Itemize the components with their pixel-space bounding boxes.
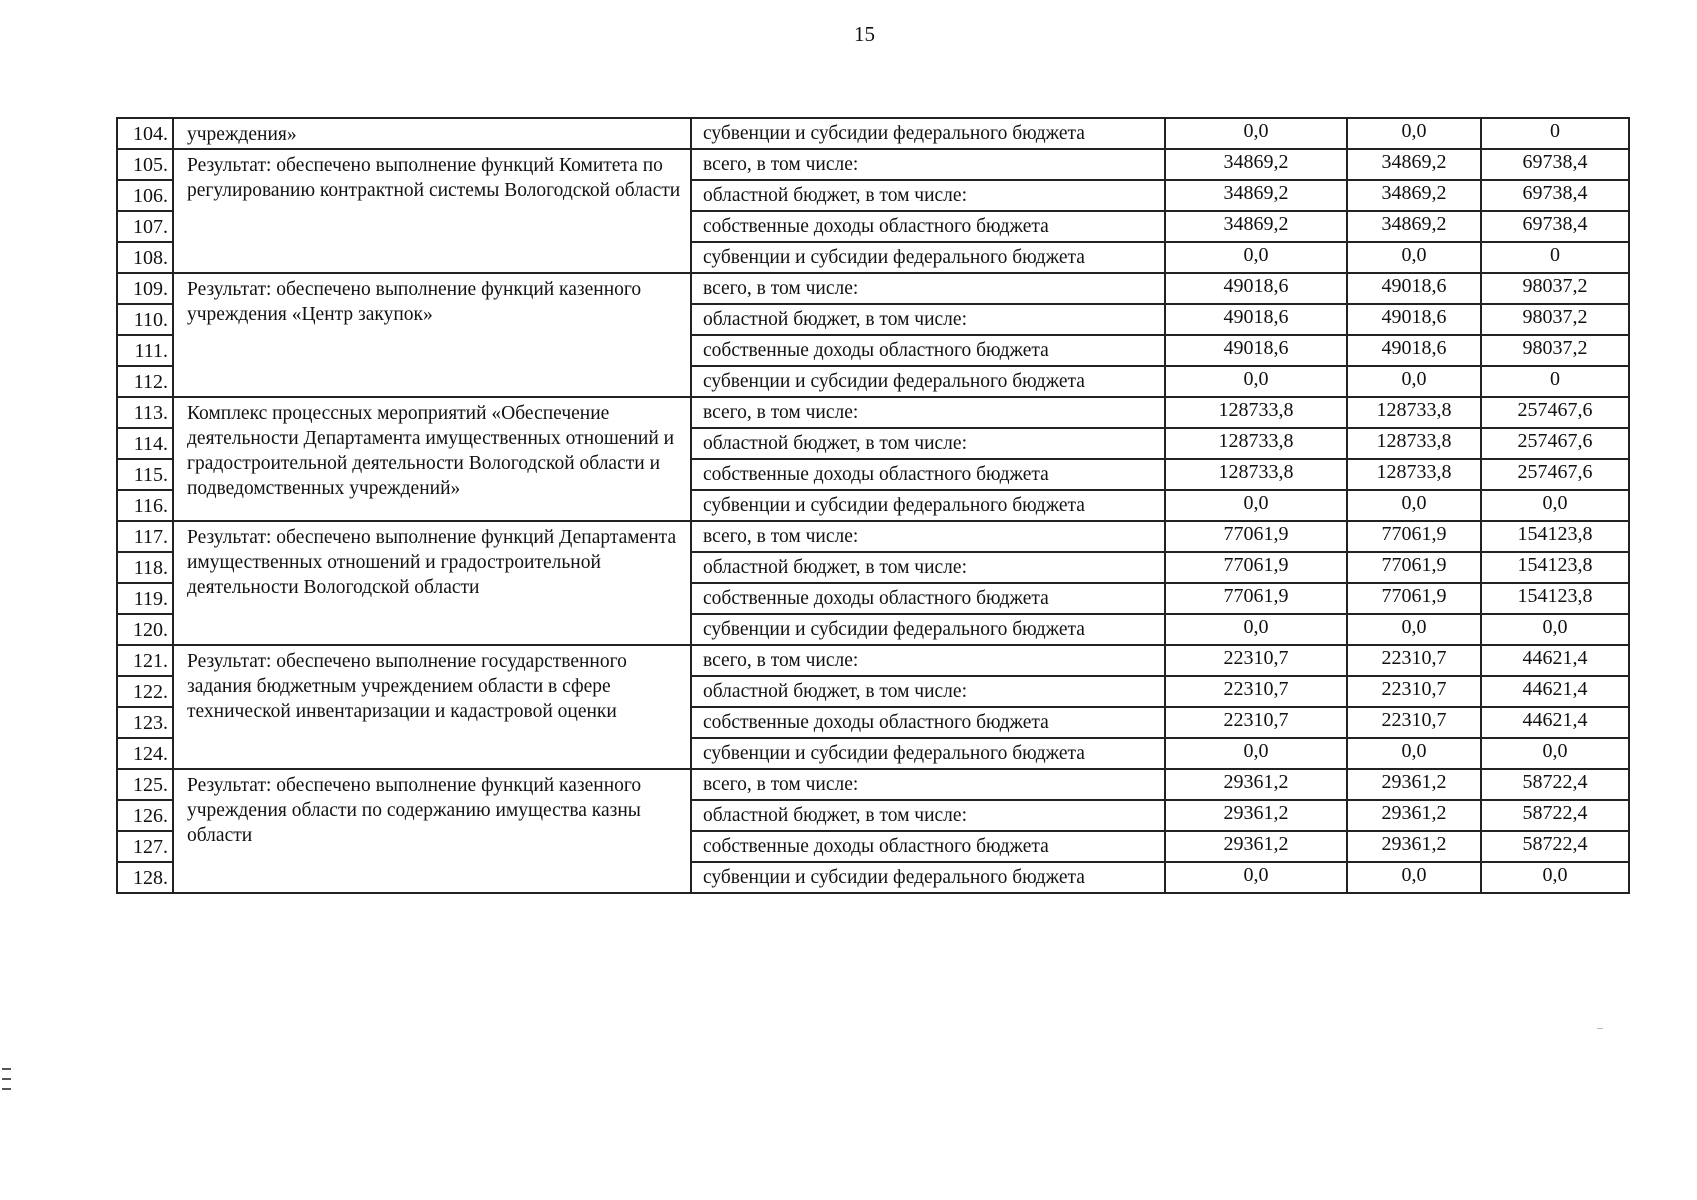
amount-total: 154123,8: [1481, 552, 1629, 583]
amount-year-1: 0,0: [1165, 738, 1347, 769]
amount-year-2: 34869,2: [1347, 149, 1481, 180]
amount-total: 0,0: [1481, 490, 1629, 521]
row-number: 119.: [117, 583, 173, 614]
amount-total: 0: [1481, 118, 1629, 149]
funding-source: областной бюджет, в том числе:: [691, 428, 1165, 459]
amount-year-1: 22310,7: [1165, 676, 1347, 707]
row-number: 105.: [117, 149, 173, 180]
amount-year-1: 29361,2: [1165, 831, 1347, 862]
scan-speck: [1597, 1028, 1603, 1029]
amount-total: 58722,4: [1481, 831, 1629, 862]
funding-source: субвенции и субсидии федерального бюджета: [691, 738, 1165, 769]
amount-year-1: 0,0: [1165, 242, 1347, 273]
row-number: 124.: [117, 738, 173, 769]
amount-year-2: 0,0: [1347, 118, 1481, 149]
amount-total: 0,0: [1481, 614, 1629, 645]
amount-total: 0: [1481, 366, 1629, 397]
table-row: [117, 397, 1629, 428]
funding-source: всего, в том числе:: [691, 769, 1165, 800]
amount-year-2: 128733,8: [1347, 397, 1481, 428]
amount-total: 98037,2: [1481, 304, 1629, 335]
row-number: 116.: [117, 490, 173, 521]
funding-source: всего, в том числе:: [691, 521, 1165, 552]
funding-source: субвенции и субсидии федерального бюджета: [691, 118, 1165, 149]
amount-year-1: 128733,8: [1165, 397, 1347, 428]
amount-year-2: 0,0: [1347, 614, 1481, 645]
page-number: 15: [854, 22, 875, 46]
amount-total: 69738,4: [1481, 180, 1629, 211]
amount-year-2: 49018,6: [1347, 304, 1481, 335]
amount-year-2: 34869,2: [1347, 211, 1481, 242]
funding-source: собственные доходы областного бюджета: [691, 707, 1165, 738]
amount-year-1: 34869,2: [1165, 211, 1347, 242]
funding-source: областной бюджет, в том числе:: [691, 800, 1165, 831]
row-number: 110.: [117, 304, 173, 335]
table-row: [117, 645, 1629, 676]
amount-year-2: 22310,7: [1347, 676, 1481, 707]
amount-year-2: 22310,7: [1347, 707, 1481, 738]
amount-year-1: 49018,6: [1165, 273, 1347, 304]
amount-year-2: 22310,7: [1347, 645, 1481, 676]
funding-source: собственные доходы областного бюджета: [691, 831, 1165, 862]
row-number: 117.: [117, 521, 173, 552]
amount-total: 44621,4: [1481, 645, 1629, 676]
table-row: [117, 769, 1629, 800]
amount-year-1: 34869,2: [1165, 180, 1347, 211]
result-description: Результат: обеспечено выполнение функций Департамента имущественных отношений и градостроительной деятельности Вологодской области: [173, 521, 691, 645]
budget-table: [116, 117, 1630, 894]
row-number: 107.: [117, 211, 173, 242]
result-description: учреждения»: [173, 118, 691, 149]
funding-source: субвенции и субсидии федерального бюджета: [691, 366, 1165, 397]
amount-total: 69738,4: [1481, 211, 1629, 242]
amount-year-1: 0,0: [1165, 862, 1347, 893]
amount-year-2: 0,0: [1347, 490, 1481, 521]
row-number: 109.: [117, 273, 173, 304]
amount-total: 0: [1481, 242, 1629, 273]
scan-edge-marks: [2, 1068, 11, 1098]
amount-year-2: 128733,8: [1347, 428, 1481, 459]
amount-year-1: 128733,8: [1165, 459, 1347, 490]
funding-source: собственные доходы областного бюджета: [691, 335, 1165, 366]
amount-total: 257467,6: [1481, 428, 1629, 459]
funding-source: собственные доходы областного бюджета: [691, 459, 1165, 490]
row-number: 114.: [117, 428, 173, 459]
amount-year-2: 49018,6: [1347, 273, 1481, 304]
amount-total: 98037,2: [1481, 335, 1629, 366]
amount-total: 154123,8: [1481, 521, 1629, 552]
amount-year-1: 49018,6: [1165, 304, 1347, 335]
table-row: [117, 149, 1629, 180]
amount-year-1: 22310,7: [1165, 645, 1347, 676]
amount-total: 257467,6: [1481, 459, 1629, 490]
row-number: 125.: [117, 769, 173, 800]
table-row: [117, 521, 1629, 552]
amount-year-2: 29361,2: [1347, 831, 1481, 862]
row-number: 112.: [117, 366, 173, 397]
result-description: Результат: обеспечено выполнение государственного задания бюджетным учреждением области в сфере технической инвентаризации и кадастровой оценки: [173, 645, 691, 769]
amount-year-1: 22310,7: [1165, 707, 1347, 738]
amount-year-1: 128733,8: [1165, 428, 1347, 459]
row-number: 128.: [117, 862, 173, 893]
amount-total: 58722,4: [1481, 769, 1629, 800]
table-body: [117, 118, 1629, 893]
funding-source: субвенции и субсидии федерального бюджета: [691, 862, 1165, 893]
amount-total: 58722,4: [1481, 800, 1629, 831]
result-description: Результат: обеспечено выполнение функций казенного учреждения «Центр закупок»: [173, 273, 691, 397]
row-number: 104.: [117, 118, 173, 149]
amount-year-1: 0,0: [1165, 118, 1347, 149]
amount-year-1: 29361,2: [1165, 769, 1347, 800]
row-number: 121.: [117, 645, 173, 676]
funding-source: областной бюджет, в том числе:: [691, 304, 1165, 335]
result-description: Комплекс процессных мероприятий «Обеспечение деятельности Департамента имущественных отношений и градостроительной деятельности Вологодской области и подведомственных учреждений»: [173, 397, 691, 521]
funding-source: всего, в том числе:: [691, 149, 1165, 180]
funding-source: всего, в том числе:: [691, 273, 1165, 304]
row-number: 118.: [117, 552, 173, 583]
funding-source: областной бюджет, в том числе:: [691, 552, 1165, 583]
row-number: 106.: [117, 180, 173, 211]
funding-source: областной бюджет, в том числе:: [691, 676, 1165, 707]
table-row: [117, 118, 1629, 149]
row-number: 126.: [117, 800, 173, 831]
row-number: 108.: [117, 242, 173, 273]
amount-total: 44621,4: [1481, 707, 1629, 738]
table-row: [117, 273, 1629, 304]
amount-year-2: 0,0: [1347, 242, 1481, 273]
result-description: Результат: обеспечено выполнение функций казенного учреждения области по содержанию имущества казны области: [173, 769, 691, 893]
row-number: 115.: [117, 459, 173, 490]
amount-year-1: 0,0: [1165, 614, 1347, 645]
amount-year-1: 77061,9: [1165, 552, 1347, 583]
row-number: 120.: [117, 614, 173, 645]
amount-total: 0,0: [1481, 862, 1629, 893]
amount-year-2: 77061,9: [1347, 552, 1481, 583]
row-number: 113.: [117, 397, 173, 428]
amount-year-2: 34869,2: [1347, 180, 1481, 211]
funding-source: всего, в том числе:: [691, 645, 1165, 676]
amount-year-2: 128733,8: [1347, 459, 1481, 490]
amount-year-1: 77061,9: [1165, 521, 1347, 552]
amount-total: 69738,4: [1481, 149, 1629, 180]
amount-year-2: 29361,2: [1347, 769, 1481, 800]
amount-total: 98037,2: [1481, 273, 1629, 304]
amount-year-2: 29361,2: [1347, 800, 1481, 831]
amount-year-1: 49018,6: [1165, 335, 1347, 366]
funding-source: собственные доходы областного бюджета: [691, 211, 1165, 242]
amount-year-2: 0,0: [1347, 366, 1481, 397]
funding-source: всего, в том числе:: [691, 397, 1165, 428]
funding-source: субвенции и субсидии федерального бюджета: [691, 614, 1165, 645]
amount-year-1: 29361,2: [1165, 800, 1347, 831]
amount-total: 257467,6: [1481, 397, 1629, 428]
result-description: Результат: обеспечено выполнение функций Комитета по регулированию контрактной системы Вологодской области: [173, 149, 691, 273]
amount-year-1: 77061,9: [1165, 583, 1347, 614]
amount-year-2: 77061,9: [1347, 583, 1481, 614]
amount-year-1: 34869,2: [1165, 149, 1347, 180]
row-number: 127.: [117, 831, 173, 862]
funding-source: субвенции и субсидии федерального бюджета: [691, 490, 1165, 521]
amount-year-2: 0,0: [1347, 738, 1481, 769]
row-number: 111.: [117, 335, 173, 366]
amount-year-2: 77061,9: [1347, 521, 1481, 552]
row-number: 123.: [117, 707, 173, 738]
amount-total: 154123,8: [1481, 583, 1629, 614]
amount-year-1: 0,0: [1165, 366, 1347, 397]
funding-source: субвенции и субсидии федерального бюджета: [691, 242, 1165, 273]
amount-year-1: 0,0: [1165, 490, 1347, 521]
amount-total: 0,0: [1481, 738, 1629, 769]
amount-year-2: 49018,6: [1347, 335, 1481, 366]
row-number: 122.: [117, 676, 173, 707]
funding-source: собственные доходы областного бюджета: [691, 583, 1165, 614]
amount-year-2: 0,0: [1347, 862, 1481, 893]
amount-total: 44621,4: [1481, 676, 1629, 707]
funding-source: областной бюджет, в том числе:: [691, 180, 1165, 211]
